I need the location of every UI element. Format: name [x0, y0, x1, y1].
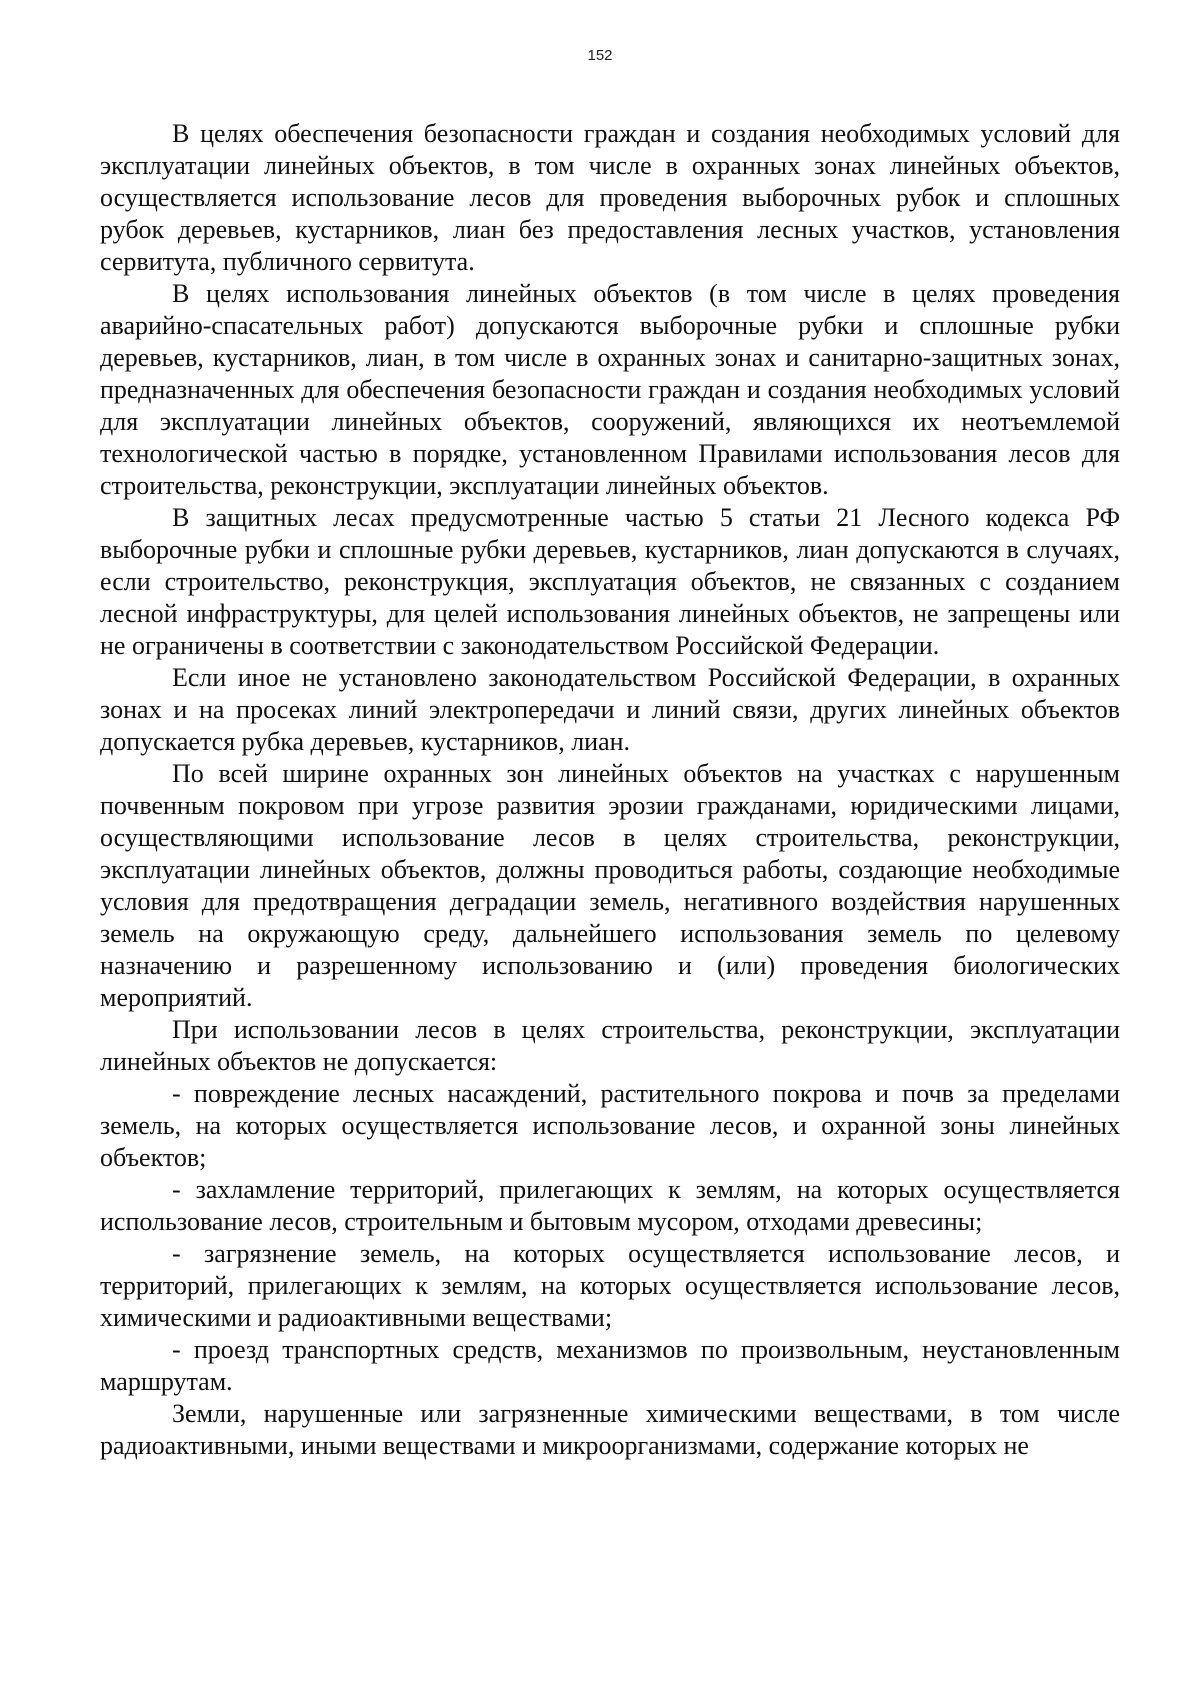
paragraph-linear-objects-use: В целях использования линейных объектов (в том числе в целях проведения аварийно-спасательных работ) допускаются выборочные рубки и сплошные рубки деревьев, кустарников, лиан, в том числе в охранных зонах и санитарно-защитных зонах, предназначенных для обеспечения безопасности граждан и создания необходимых условий для эксплуатации линейных объектов, сооружений, являющихся их неотъемлемой технологической частью в порядке, установленном Правилами использования лесов для строительства, реконструкции, эксплуатации линейных объектов. — [100, 279, 1120, 500]
list-item-pollution: - загрязнение земель, на которых осуществляется использование лесов, и территорий, прилегающих к землям, на которых осуществляется использование лесов, химическими и радиоактивными веществами; — [100, 1239, 1120, 1332]
paragraph-linear-objects-safety: В целях обеспечения безопасности граждан и создания необходимых условий для эксплуатации линейных объектов, в том числе в охранных зонах линейных объектов, осуществляется использование лесов для проведения выборочных рубок и сплошных рубок деревьев, кустарников, лиан без предоставления лесных участков, установления сервитута, публичного сервитута. — [100, 119, 1120, 276]
list-item-damage: - повреждение лесных насаждений, растительного покрова и почв за пределами земель, на которых осуществляется использование лесов, и охранной зоны линейных объектов; — [100, 1079, 1120, 1172]
paragraph-prohibitions-intro: При использовании лесов в целях строительства, реконструкции, эксплуатации линейных объектов не допускается: — [100, 1015, 1120, 1076]
list-item-littering: - захламление территорий, прилегающих к землям, на которых осуществляется использование лесов, строительным и бытовым мусором, отходами древесины; — [100, 1175, 1120, 1236]
paragraph-protective-forests: В защитных лесах предусмотренные частью 5 статьи 21 Лесного кодекса РФ выборочные рубки и сплошные рубки деревьев, кустарников, лиан допускаются в случаях, если строительство, реконструкция, эксплуатация объектов, не связанных с созданием лесной инфраструктуры, для целей использования линейных объектов, не запрещены или не ограничены в соответствии с законодательством Российской Федерации. — [100, 503, 1120, 660]
paragraph-erosion-works: По всей ширине охранных зон линейных объектов на участках с нарушенным почвенным покровом при угрозе развития эрозии гражданами, юридическими лицами, осуществляющими использование лесов в целях строительства, реконструкции, эксплуатации линейных объектов, должны проводиться работы, создающие необходимые условия для предотвращения деградации земель, негативного воздействия нарушенных земель на окружающую среду, дальнейшего использования земель по целевому назначению и разрешенному использованию и (или) проведения биологических мероприятий. — [100, 759, 1120, 1012]
list-item-vehicle-passage: - проезд транспортных средств, механизмов по произвольным, неустановленным маршрутам. — [100, 1335, 1120, 1396]
paragraph-contaminated-lands: Земли, нарушенные или загрязненные химическими веществами, в том числе радиоактивными, иными веществами и микроорганизмами, содержание которых не — [100, 1399, 1120, 1460]
paragraph-security-zones: Если иное не установлено законодательством Российской Федерации, в охранных зонах и на просеках линий электропередачи и линий связи, других линейных объектов допускается рубка деревьев, кустарников, лиан. — [100, 663, 1120, 756]
page-number: 152 — [587, 47, 613, 64]
document-body — [100, 118, 1120, 1462]
